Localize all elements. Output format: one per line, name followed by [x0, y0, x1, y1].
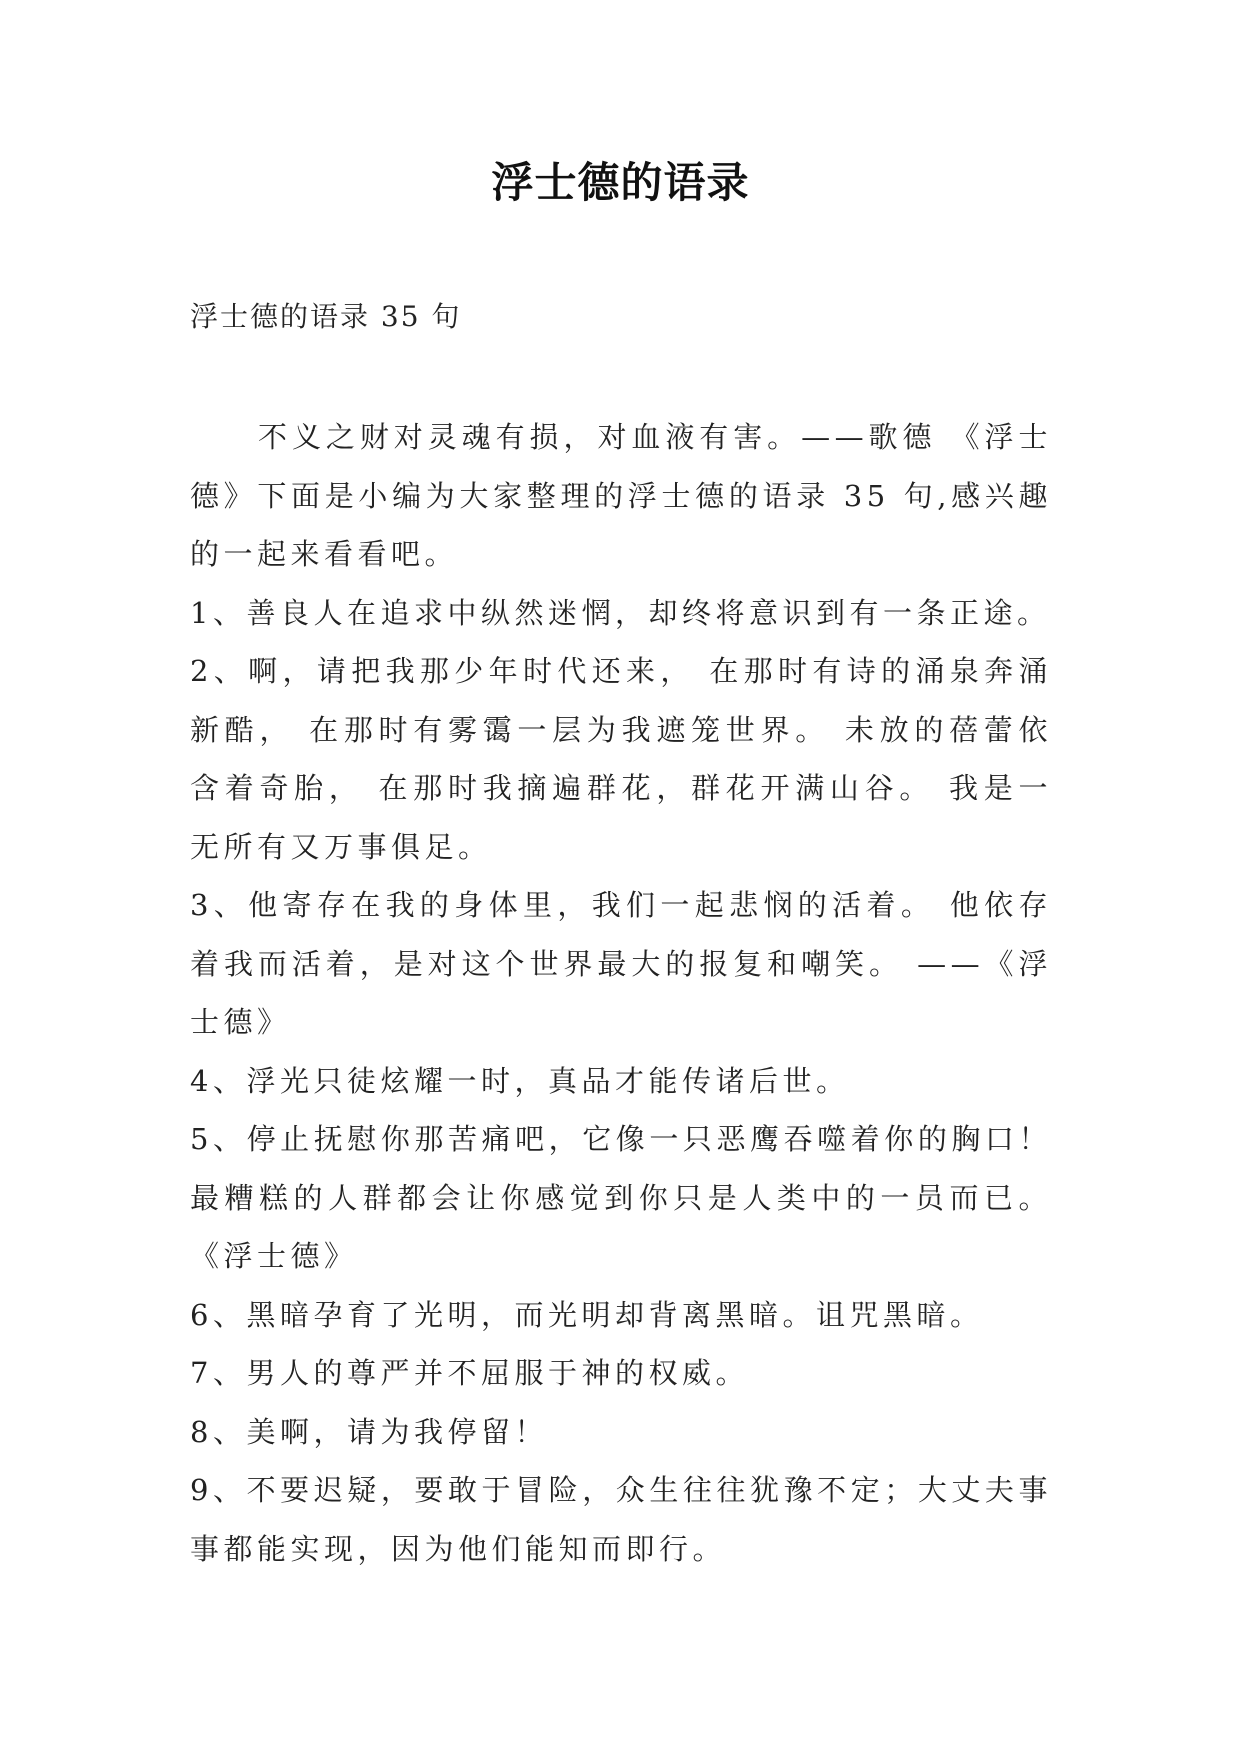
quote-item: 5、停止抚慰你那苦痛吧，它像一只恶鹰吞噬着你的胸口！最糟糕的人群都会让你感觉到你只是人类中的一员而已。《浮士德》	[190, 1122, 1052, 1273]
document-title: 浮士德的语录	[491, 158, 750, 207]
quote-item: 9、不要迟疑，要敢于冒险，众生往往犹豫不定；大丈夫事事都能实现，因为他们能知而即行。	[190, 1473, 1052, 1566]
document-body	[190, 408, 1052, 1578]
quote-item: 1、善良人在追求中纵然迷惘，却终将意识到有一条正途。	[190, 595, 1051, 630]
document-subtitle: 浮士德的语录 35 句	[190, 300, 462, 333]
quote-item: 4、浮光只徒炫耀一时，真品才能传诸后世。	[190, 1063, 850, 1098]
quote-item: 2、啊，请把我那少年时代还来， 在那时有诗的涌泉奔涌新酷， 在那时有雾霭一层为我遮笼世界。 未放的蓓蕾依含着奇胎， 在那时我摘遍群花，群花开满山谷。 我是一无所有又万事俱足。	[190, 654, 1052, 864]
intro-paragraph: 不义之财对灵魂有损，对血液有害。——歌德 《浮士德》下面是小编为大家整理的浮士德的语录 35 句,感兴趣的一起来看看吧。	[190, 420, 1052, 571]
quote-item: 3、他寄存在我的身体里，我们一起悲悯的活着。 他依存着我而活着，是对这个世界最大的报复和嘲笑。 ——《浮士德》	[190, 888, 1052, 1039]
quote-item: 8、美啊，请为我停留！	[190, 1414, 548, 1449]
quote-item: 6、黑暗孕育了光明，而光明却背离黑暗。诅咒黑暗。	[190, 1297, 984, 1332]
quote-item: 7、男人的尊严并不屈服于神的权威。	[190, 1356, 749, 1390]
